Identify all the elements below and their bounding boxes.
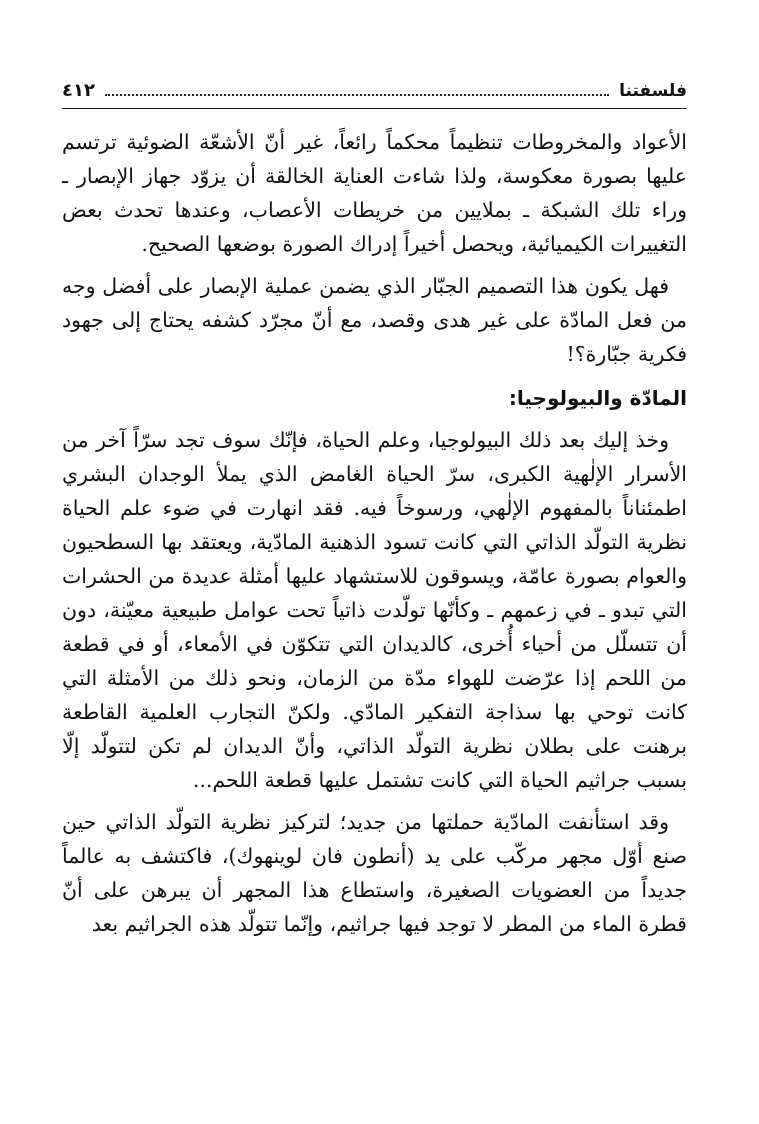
paragraph-2: فهل يكون هذا التصميم الجبّار الذي يضمن عملية الإبصار على أفضل وجه من فعل المادّة على غير هدى وقصد، مع أنّ مجرّد كشفه يحتاج إلى جهود فكرية جبّارة؟! [62,274,688,366]
paragraph-1: الأعواد والمخروطات تنظيماً محكماً رائعاً، غير أنّ الأشعّة الضوئية ترتسم عليها بصورة معكوسة، ولذا شاءت العناية الخالقة أن يزوّد جهاز الإبصار ـ وراء تلك الشبكة ـ بملايين من خريطات الأعصاب، وعندها تحدث بعض التغييرات الكيميائية، ويحصل أخيراً إدراك الصورة بوضعها الصحيح. [62,130,687,256]
paragraph-4: وقد استأنفت المادّية حملتها من جديد؛ لتركيز نظرية التولّد الذاتي حين صنع أوّل مجهر مركّب على يد (أنطون فان لوينهوك)، فاكتشف به عالماً جديداً من العضويات الصغيرة، واستطاع هذا المجهر أن يبرهن على أنّ قطرة الماء من المطر لا توجد فيها جراثيم، وإنّما تتولّد هذه الجراثيم بعد [62,810,687,936]
book-title: فلسفتنا [619,81,687,101]
section-heading: المادّة والبيولوجيا: [508,386,687,410]
paragraph-3: وخذ إليك بعد ذلك البيولوجيا، وعلم الحياة، فإنّك سوف تجد سرّاً آخر من الأسرار الإلٰهية الكبرى، سرّ الحياة الغامض الذي يملأ الوجدان البشري اطمئناناً بالمفهوم الإلٰهي، ورسوخاً فيه. فقد انهارت في ضوء علم الحياة نظرية التولّد الذاتي التي كانت تسود الذهنية المادّية، ويعتقد بها السطحيون والعوام بصورة عامّة، ويسوقون للاستشهاد عليها أمثلة عديدة من الحشرات التي تبدو ـ في زعمهم ـ وكأنّها تولّدت ذاتياً تحت عوامل طبيعية معيّنة، دون أن تتسلّل من أحياء أُخرى، كالديدان التي تتكوّن في الأمعاء، أو في قطعة من اللحم إذا عرّضت للهواء مدّة من الزمان، ونحو ذلك من الأمثلة التي كانت توحي بها سذاجة التفكير المادّي. ولكنّ التجارب العلمية القاطعة برهنت على بطلان نظرية التولّد الذاتي، وأنّ الديدان لم تكن لتتولّد إلّا بسبب جراثيم الحياة التي كانت تشتمل عليها قطعة اللحم... [62,428,687,792]
page-number: ٤١٢ [62,80,95,101]
book-page [62,78,687,941]
leader-dots [105,94,609,96]
header-rule [62,108,687,109]
running-header [62,78,687,104]
body-text [62,125,687,941]
